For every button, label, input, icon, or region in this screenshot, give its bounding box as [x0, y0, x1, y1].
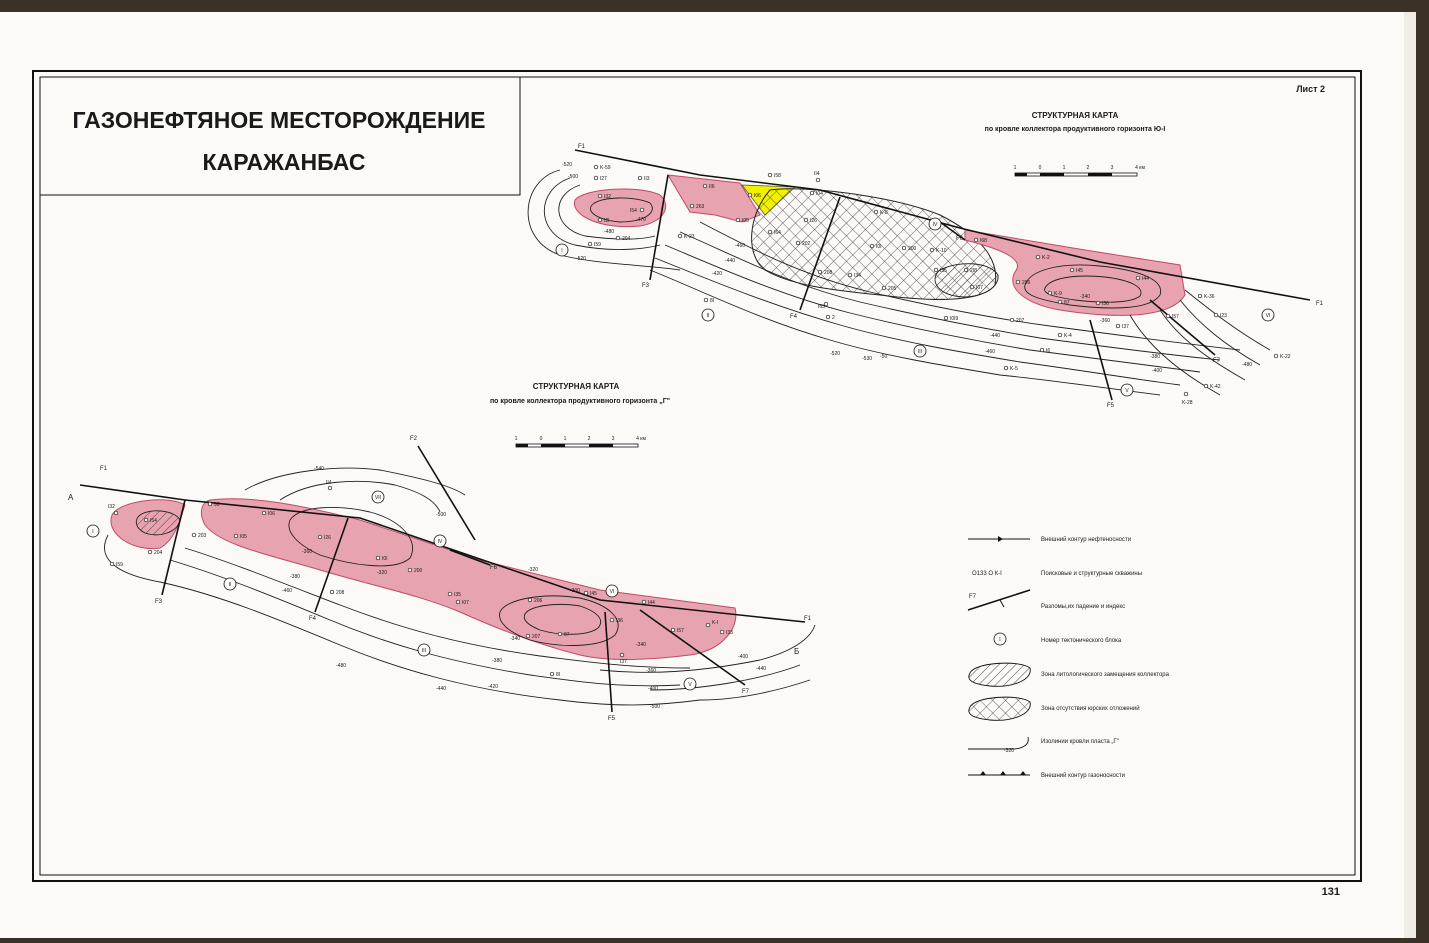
bottom-fault-label-f1-east: F1	[804, 616, 812, 622]
title-box	[40, 77, 520, 195]
page-edge	[1404, 12, 1416, 938]
svg-text:I04: I04	[816, 191, 823, 197]
svg-text:87: 87	[1064, 300, 1070, 306]
svg-text:I: I	[561, 248, 563, 254]
legend-label-block: Номер тектонического блока	[1041, 638, 1122, 644]
svg-text:III: III	[917, 349, 923, 355]
svg-text:II: II	[706, 313, 710, 319]
svg-text:I45: I45	[1076, 268, 1083, 274]
bottom-fault-label-f5: F5	[608, 716, 616, 722]
svg-text:II3: II3	[644, 176, 650, 182]
page-number: 131	[1321, 886, 1340, 898]
svg-text:I36: I36	[616, 618, 623, 624]
svg-text:203: 203	[198, 533, 207, 539]
svg-text:2: 2	[832, 315, 835, 321]
binding-shadow	[1416, 0, 1429, 938]
top-fault-label-f1-west: F1	[578, 144, 586, 150]
svg-text:-440: -440	[725, 258, 736, 264]
svg-text:-470: -470	[636, 217, 647, 223]
svg-text:-520: -520	[562, 162, 573, 168]
top-fault-label-f7: F7	[1213, 358, 1221, 364]
svg-text:3: 3	[611, 436, 615, 442]
svg-text:-420: -420	[488, 684, 499, 690]
svg-text:I32: I32	[108, 504, 115, 510]
svg-text:-340: -340	[1080, 294, 1091, 300]
svg-text:K-28: K-28	[1182, 400, 1193, 406]
svg-text:3: 3	[1110, 165, 1114, 171]
legend-label-isoline: Изолинии кровли пласта „Г"	[1041, 739, 1119, 745]
svg-text:I: I	[92, 529, 94, 535]
svg-text:I33: I33	[726, 630, 733, 636]
svg-text:I6: I6	[1046, 348, 1051, 354]
svg-text:-540: -540	[314, 466, 325, 472]
svg-text:204: 204	[154, 550, 163, 556]
svg-text:I26: I26	[810, 218, 817, 224]
svg-text:-530: -530	[862, 356, 873, 362]
svg-text:IV: IV	[437, 539, 443, 545]
svg-text:K-2: K-2	[1042, 255, 1050, 261]
svg-text:I57: I57	[677, 628, 684, 634]
svg-text:8I: 8I	[710, 298, 715, 304]
svg-text:-440: -440	[756, 666, 767, 672]
svg-text:207: 207	[532, 634, 541, 640]
svg-text:98: 98	[214, 502, 220, 508]
svg-text:-520: -520	[830, 351, 841, 357]
legend-label-lithology: Зона литологического замещения коллектора	[1041, 672, 1169, 678]
svg-text:VII: VII	[374, 495, 382, 501]
svg-text:I05: I05	[742, 218, 749, 224]
bottom-fault-label-f7: F7	[742, 689, 750, 695]
svg-text:VI: VI	[1265, 313, 1271, 319]
svg-text:-380: -380	[1150, 354, 1161, 360]
svg-text:-460: -460	[735, 243, 746, 249]
svg-text:K-I: K-I	[712, 620, 719, 626]
svg-text:V: V	[1125, 388, 1129, 394]
svg-text:I0I9: I0I9	[950, 316, 959, 322]
svg-text:-380: -380	[492, 658, 503, 664]
svg-text:204: 204	[622, 236, 631, 242]
svg-text:VI: VI	[609, 589, 615, 595]
svg-text:I44: I44	[648, 600, 655, 606]
svg-text:K-10: K-10	[936, 248, 947, 254]
svg-text:-360: -360	[646, 668, 657, 674]
svg-text:II4: II4	[326, 480, 332, 486]
svg-text:-460: -460	[985, 349, 996, 355]
svg-text:I59: I59	[594, 242, 601, 248]
svg-text:I44: I44	[1142, 276, 1149, 282]
top-fault-label-f5: F5	[1107, 403, 1115, 409]
svg-text:1: 1	[563, 436, 567, 442]
svg-text:K-36: K-36	[1204, 294, 1215, 300]
legend-block-symbol: I	[999, 637, 1001, 643]
svg-text:-340: -340	[636, 642, 647, 648]
svg-text:K-9: K-9	[1054, 291, 1062, 297]
bottom-fault-label-f3: F3	[155, 599, 163, 605]
svg-text:I34: I34	[854, 273, 861, 279]
legend-label-no-jurassic: Зона отсутствия юрских отложений	[1041, 706, 1140, 712]
svg-text:K-23: K-23	[684, 234, 695, 240]
svg-text:I0I: I0I	[382, 556, 388, 562]
svg-text:296: 296	[1022, 280, 1031, 286]
bottom-fault-label-f2: F2	[410, 436, 418, 442]
svg-text:I58: I58	[774, 173, 781, 179]
svg-text:4 км: 4 км	[636, 436, 646, 442]
svg-text:-500: -500	[436, 512, 447, 518]
svg-text:I54: I54	[150, 518, 157, 524]
svg-text:0: 0	[1038, 165, 1042, 171]
legend-isoline-symbol: -320	[1004, 748, 1015, 754]
svg-text:K-22: K-22	[1280, 354, 1291, 360]
svg-text:I37: I37	[1122, 324, 1129, 330]
svg-text:2: 2	[1086, 165, 1090, 171]
profile-start-label: А	[68, 493, 74, 502]
svg-text:-380: -380	[290, 574, 301, 580]
svg-text:I27: I27	[600, 176, 607, 182]
svg-text:I57: I57	[1172, 314, 1179, 320]
top-fault-label-f6: F6	[956, 236, 964, 242]
svg-text:8I: 8I	[556, 672, 561, 678]
profile-end-label: Б	[794, 647, 800, 656]
svg-text:I64: I64	[774, 230, 781, 236]
title-line-1: ГАЗОНЕФТЯНОЕ МЕСТОРОЖДЕНИЕ	[72, 107, 486, 133]
svg-text:-320: -320	[528, 567, 539, 573]
svg-text:4 км: 4 км	[1135, 165, 1145, 171]
svg-text:208: 208	[824, 270, 833, 276]
svg-text:K-42: K-42	[1210, 384, 1221, 390]
svg-text:263: 263	[696, 204, 705, 210]
svg-text:I26: I26	[324, 535, 331, 541]
svg-text:I45: I45	[590, 591, 597, 597]
bottom-fault-label-f4: F4	[309, 616, 317, 622]
svg-text:0: 0	[539, 436, 543, 442]
svg-text:II6: II6	[709, 184, 715, 190]
svg-text:-340: -340	[510, 636, 521, 642]
svg-text:1: 1	[1013, 165, 1017, 171]
svg-text:I68: I68	[980, 238, 987, 244]
svg-text:208: 208	[336, 590, 345, 596]
svg-text:205: 205	[888, 286, 897, 292]
svg-text:-50: -50	[880, 354, 888, 360]
svg-text:-460: -460	[282, 588, 293, 594]
svg-text:-300: -300	[570, 588, 581, 594]
svg-text:-520: -520	[576, 256, 587, 262]
svg-text:I35: I35	[940, 268, 947, 274]
top-map-subheading: по кровле коллектора продуктивного горизонта Ю-I	[984, 126, 1166, 133]
svg-text:I63: I63	[818, 304, 825, 310]
svg-text:I07: I07	[976, 285, 983, 291]
svg-text:-400: -400	[648, 686, 659, 692]
svg-text:-400: -400	[738, 654, 749, 660]
svg-text:-480: -480	[604, 229, 615, 235]
svg-text:-400: -400	[1152, 368, 1163, 374]
svg-text:-500: -500	[568, 174, 579, 180]
top-fault-label-f3: F3	[642, 283, 650, 289]
svg-text:-500: -500	[650, 704, 661, 710]
svg-text:-440: -440	[436, 686, 447, 692]
svg-text:I0I: I0I	[876, 244, 882, 250]
svg-text:I37: I37	[620, 659, 627, 665]
bottom-fault-label-f6: F6	[490, 565, 498, 571]
legend-wells-symbol: О133 О К-I	[972, 571, 1002, 577]
bottom-map-heading: СТРУКТУРНАЯ КАРТА	[532, 382, 620, 391]
svg-text:206: 206	[534, 598, 543, 604]
svg-text:I06: I06	[754, 193, 761, 199]
svg-text:-480: -480	[336, 663, 347, 669]
svg-text:K-5: K-5	[1010, 366, 1018, 372]
svg-text:I23: I23	[1220, 313, 1227, 319]
svg-text:I05: I05	[240, 534, 247, 540]
svg-text:-320: -320	[377, 570, 388, 576]
svg-text:I06: I06	[268, 511, 275, 517]
svg-text:-360: -360	[302, 549, 313, 555]
svg-text:III: III	[421, 648, 427, 654]
legend-label-wells: Поисковые и структурные скважины	[1041, 571, 1143, 577]
legend-fault-symbol: F7	[969, 594, 977, 600]
svg-text:K-59: K-59	[600, 165, 611, 171]
top-map-heading: СТРУКТУРНАЯ КАРТА	[1031, 111, 1119, 120]
svg-text:1: 1	[1062, 165, 1066, 171]
svg-text:IV: IV	[932, 222, 938, 228]
svg-text:207: 207	[1016, 318, 1025, 324]
svg-text:II: II	[228, 582, 232, 588]
svg-text:2: 2	[587, 436, 591, 442]
sheet-label: Лист 2	[1296, 84, 1325, 94]
svg-text:I2I: I2I	[604, 218, 610, 224]
svg-text:I35: I35	[454, 592, 461, 598]
svg-text:200: 200	[908, 246, 917, 252]
svg-text:200: 200	[414, 568, 423, 574]
legend-label-gas-contour: Внешний контур газоносности	[1041, 773, 1125, 779]
svg-text:I59: I59	[116, 562, 123, 568]
svg-text:V: V	[688, 682, 692, 688]
svg-text:K-8: K-8	[880, 210, 888, 216]
legend-label-faults: Разломы,их падение и индекс	[1041, 604, 1126, 610]
svg-text:-480: -480	[1242, 362, 1253, 368]
svg-text:II4: II4	[814, 171, 820, 177]
title-line-2: КАРАЖАНБАС	[202, 149, 366, 175]
svg-text:I54: I54	[630, 208, 637, 214]
svg-text:2I8: 2I8	[970, 268, 977, 274]
svg-text:I07: I07	[462, 600, 469, 606]
svg-text:-440: -440	[990, 333, 1001, 339]
top-fault-label-f4: F4	[790, 314, 798, 320]
legend-label-oil-contour: Внешний контур нефтеносности	[1041, 537, 1132, 543]
svg-text:87: 87	[564, 632, 570, 638]
bottom-fault-label-f1-west: F1	[100, 466, 108, 472]
svg-text:-420: -420	[712, 271, 723, 277]
svg-text:1: 1	[514, 436, 518, 442]
bottom-map-subheading: по кровле коллектора продуктивного горизонта „Г"	[489, 398, 671, 405]
svg-text:-360: -360	[1100, 318, 1111, 324]
svg-text:K-4: K-4	[1064, 333, 1072, 339]
svg-text:I36: I36	[1102, 301, 1109, 307]
svg-text:202: 202	[802, 241, 811, 247]
top-fault-label-f1-east: F1	[1316, 301, 1324, 307]
svg-text:I32: I32	[604, 194, 611, 200]
